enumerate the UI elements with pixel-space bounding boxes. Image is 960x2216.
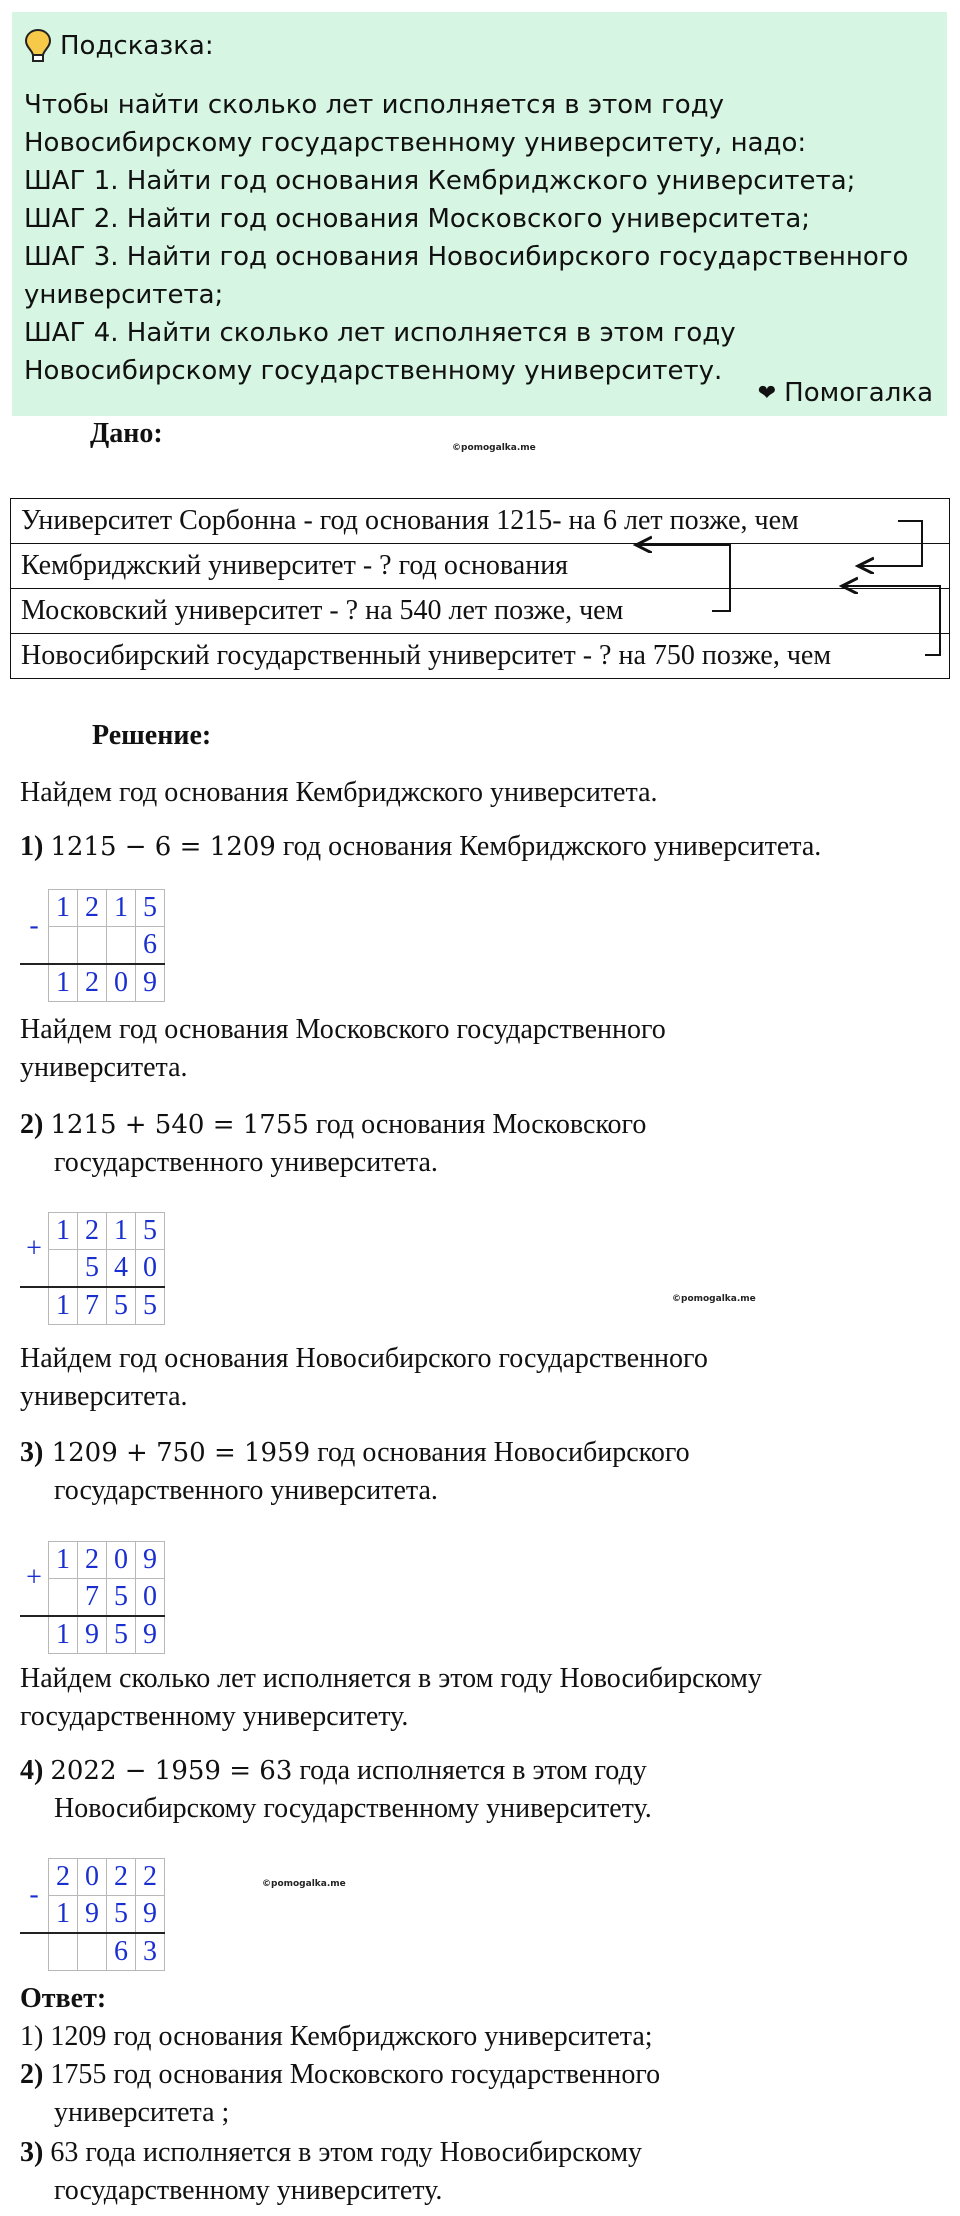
given-row: Московский университет - ? на 540 лет позже, чем (11, 589, 950, 634)
solution-title: Решение: (92, 720, 212, 751)
brand-name: Помогалка (784, 378, 933, 408)
column-calc-2: + 1 2 1 5 5 4 0 1 7 5 5 (20, 1212, 165, 1325)
hint-step-1: ШАГ 1. Найти год основания Кембриджского университета; (24, 166, 856, 196)
hint-step-2: ШАГ 2. Найти год основания Московского университета; (24, 204, 811, 234)
given-row: Новосибирский государственный университет - ? на 750 позже, чем (11, 634, 950, 679)
step-1: 1) 1215 − 6 = 1209 год основания Кембриджского университета. (20, 831, 822, 862)
given-row: Кембриджский университет - ? год основания (11, 544, 950, 589)
relation-arrows (0, 0, 960, 700)
answer-title: Ответ: (20, 1983, 107, 2014)
hint-step-4: ШАГ 4. Найти сколько лет исполняется в этом году Новосибирскому государственному университету. (24, 318, 736, 386)
solution-intro-3: Найдем год основания Новосибирского государственного университета. (20, 1343, 708, 1412)
step-4: 4) 2022 − 1959 = 63 года исполняется в этом году Новосибирскому государственному университету. (20, 1755, 652, 1824)
answer-2: 2) 1755 год основания Московского государственного университета ; (20, 2059, 661, 2128)
column-calc-3: + 1 2 0 9 7 5 0 1 9 5 9 (20, 1541, 165, 1654)
watermark: ©pomogalka.me (672, 1294, 756, 1304)
column-calc-4: - 2 0 2 2 1 9 5 9 6 3 (20, 1858, 165, 1971)
solution-intro-1: Найдем год основания Кембриджского университета. (20, 777, 658, 808)
hint-intro: Чтобы найти сколько лет исполняется в этом году Новосибирскому государственному университету, надо: (24, 90, 807, 158)
answer-1: 1) 1209 год основания Кембриджского университета; (20, 2021, 653, 2052)
step-2: 2) 1215 + 540 = 1755 год основания Московского государственного университета. (20, 1109, 647, 1178)
step-3: 3) 1209 + 750 = 1959 год основания Новосибирского государственного университета. (20, 1437, 690, 1506)
given-row: Университет Сорбонна - год основания 1215- на 6 лет позже, чем (11, 499, 950, 544)
watermark: ©pomogalka.me (262, 1879, 346, 1889)
solution-intro-4: Найдем сколько лет исполняется в этом году Новосибирскому государственному университету. (20, 1663, 762, 1732)
column-calc-1: - 1 2 1 5 6 1 2 0 9 (20, 889, 165, 1002)
given-title: Дано: (90, 418, 163, 449)
hint-step-3: ШАГ 3. Найти год основания Новосибирского государственного университета; (24, 242, 909, 310)
solution-intro-2: Найдем год основания Московского государственного университета. (20, 1014, 666, 1083)
answer-3: 3) 63 года исполняется в этом году Новосибирскому государственному университету. (20, 2137, 643, 2206)
heart-icon: ❤ (757, 380, 777, 406)
hint-title: Подсказка: (60, 31, 214, 61)
watermark: ©pomogalka.me (452, 443, 536, 453)
